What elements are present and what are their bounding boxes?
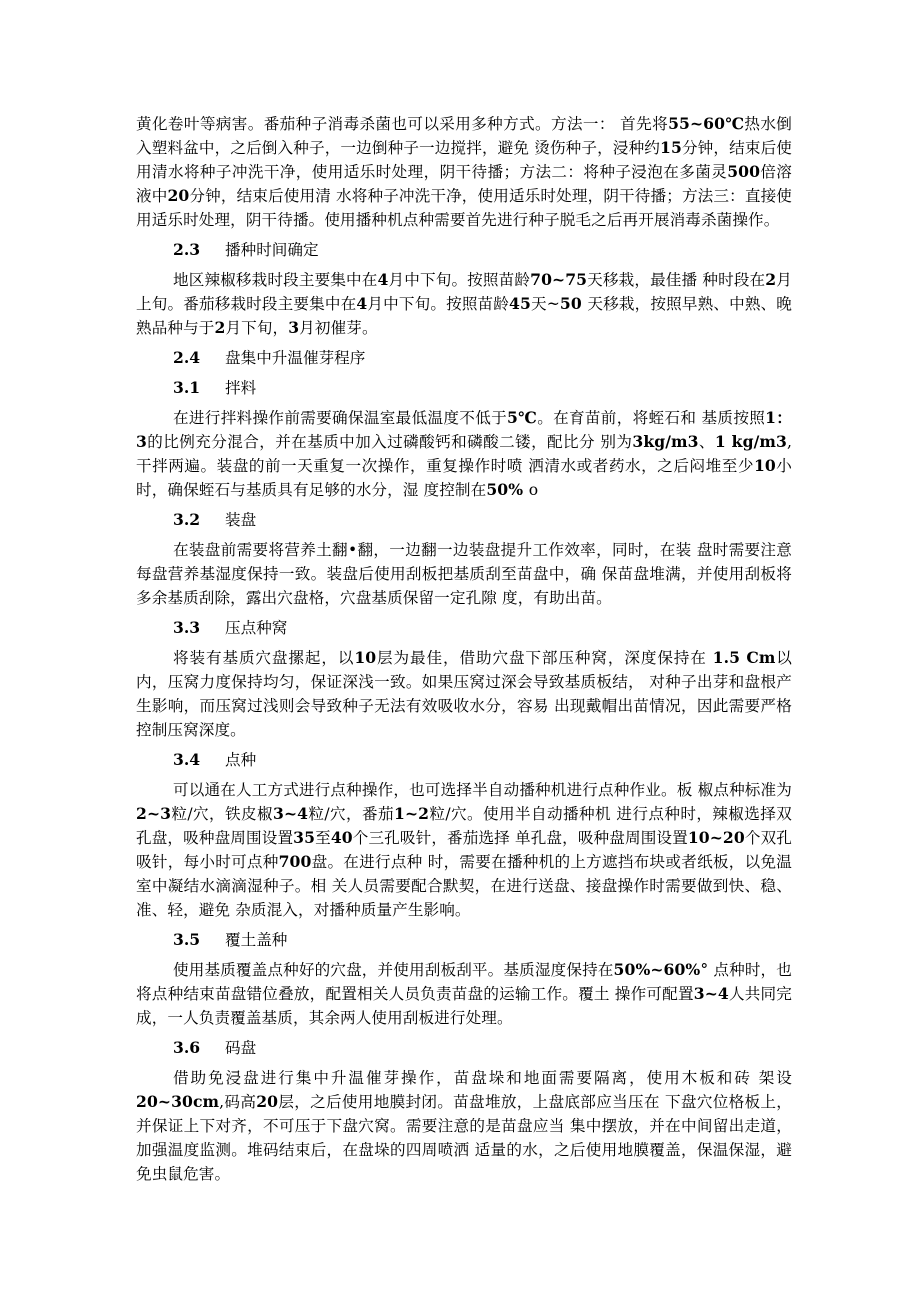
section-title: 覆土盖种 xyxy=(225,931,288,949)
section-number: 3.2 xyxy=(173,510,201,529)
section-heading-3-5 xyxy=(173,928,792,952)
section-heading-2-4 xyxy=(173,346,792,370)
paragraph-stacking-trays: 借助免浸盘进行集中升温催芽操作，苗盘垛和地面需要隔离，使用木板和砖 架设20~30cm,码高20层，之后使用地膜封闭。苗盘堆放，上盘底部应当压在 下盘穴位格板上，并保证上下对齐，不可压于下盘穴窝。需要注意的是苗盘应当 集中摆放，并在中间留出走道，加强温度监测。堆码结束后，在盘垛的四周喷洒 适量的水，之后使用地膜覆盖，保温保湿，避免虫鼠危害。 xyxy=(136,1069,792,1183)
document-body xyxy=(136,112,792,1186)
section-title: 点种 xyxy=(225,751,257,769)
section-heading-3-1 xyxy=(173,376,792,400)
paragraph-sowing-time: 地区辣椒移栽时段主要集中在4月中下旬。按照苗龄70~75天移栽，最佳播 种时段在2月上旬。番茄移栽时段主要集中在4月中下旬。按照苗龄45天~50 天移栽，按照早熟、中熟、晚熟品种与于2月下旬，3月初催芽。 xyxy=(136,270,792,337)
section-number: 3.4 xyxy=(173,750,201,769)
section-number: 3.1 xyxy=(173,378,201,397)
section-number: 3.5 xyxy=(173,930,201,949)
section-heading-3-3 xyxy=(173,616,792,640)
section-number: 2.4 xyxy=(173,348,201,367)
paragraph-mixing: 在进行拌料操作前需要确保温室最低温度不低于5℃。在育苗前，将蛭石和 基质按照1：3的比例充分混合，并在基质中加入过磷酸钙和磷酸二镂，配比分 别为3kg/m3、1 kg/m3,干拌两遍。装盘的前一天重复一次操作，重复操作时喷 洒清水或者药水，之后闷堆至少10小时，确保蛭石与基质具有足够的水分，湿 度控制在50% o xyxy=(136,408,792,499)
section-heading-3-2 xyxy=(173,508,792,532)
section-title: 压点种窝 xyxy=(225,619,288,637)
section-number: 2.3 xyxy=(173,240,201,259)
section-heading-3-6 xyxy=(173,1036,792,1060)
paragraph-tray-loading: 在装盘前需要将营养土翻•翻，一边翻一边装盘提升工作效率，同时，在装 盘时需要注意每盘营养基湿度保持一致。装盘后使用刮板把基质刮至苗盘中，确 保苗盘堆满，并使用刮板将多余基质刮除，露出穴盘格，穴盘基质保留一定孔隙 度，有助出苗。 xyxy=(136,541,792,607)
paragraph-seeding: 可以通在人工方式进行点种操作，也可选择半自动播种机进行点种作业。板 椒点种标准为2~3粒/穴，铁皮椒3~4粒/穴，番茄1~2粒/穴。使用半自动播种机 进行点种时，辣椒选择双孔盘，吸种盘周围设置35至40个三孔吸针，番茄选择 单孔盘，吸种盘周围设置10~20个双孔吸针，每小时可点种700盘。在进行点种 时，需要在播种机的上方遮挡布块或者纸板，以免温室中凝结水滴滴湿种子。相 关人员需要配合默契，在进行送盘、接盘操作时需要做到快、稳、准、轻，避免 杂质混入，对播种质量产生影响。 xyxy=(136,781,793,919)
section-title: 装盘 xyxy=(225,511,257,529)
section-title: 码盘 xyxy=(225,1039,257,1057)
section-heading-2-3 xyxy=(173,238,792,262)
section-title: 拌料 xyxy=(225,379,257,397)
paragraph-covering-soil: 使用基质覆盖点种好的穴盘，并使用刮板刮平。基质湿度保持在50%~60%° 点种时，也将点种结束苗盘错位叠放，配置相关人员负责苗盘的运输工作。覆土 操作可配置3~4人共同完成，一人负责覆盖基质，其余两人使用刮板进行处理。 xyxy=(136,960,792,1027)
section-number: 3.3 xyxy=(173,618,201,637)
paragraph-seed-disinfection: 黄化卷叶等病害。番茄种子消毒杀菌也可以采用多种方式。方法一： 首先将55~60℃热水倒入塑料盆中，之后倒入种子，一边倒种子一边搅拌，避免 烫伤种子，浸种约15分钟，结束后使用清水将种子冲洗干净，使用适乐时处理，阴干待播；方法二：将种子浸泡在多菌灵500倍溶液中20分钟，结束后使用清 水将种子冲洗干净，使用适乐时处理，阴干待播；方法三：直接使用适乐时处理，阴干待播。使用播种机点种需要首先进行种子脱毛之后再开展消毒杀菌操作。 xyxy=(136,114,793,229)
section-heading-3-4 xyxy=(173,748,792,772)
paragraph-pressing-holes: 将装有基质穴盘摞起，以10层为最佳，借助穴盘下部压种窝，深度保持在 1.5 Cm以内，压窝力度保持均匀，保证深浅一致。如果压窝过深会导致基质板结， 对种子出芽和盘根产生影响，而压窝过浅则会导致种子无法有效吸收水分，容易 出现戴帽出苗情况，因此需要严格控制压窝深度。 xyxy=(136,648,793,739)
section-title: 播种时间确定 xyxy=(225,241,319,259)
section-number: 3.6 xyxy=(173,1038,201,1057)
section-title: 盘集中升温催芽程序 xyxy=(225,349,366,367)
